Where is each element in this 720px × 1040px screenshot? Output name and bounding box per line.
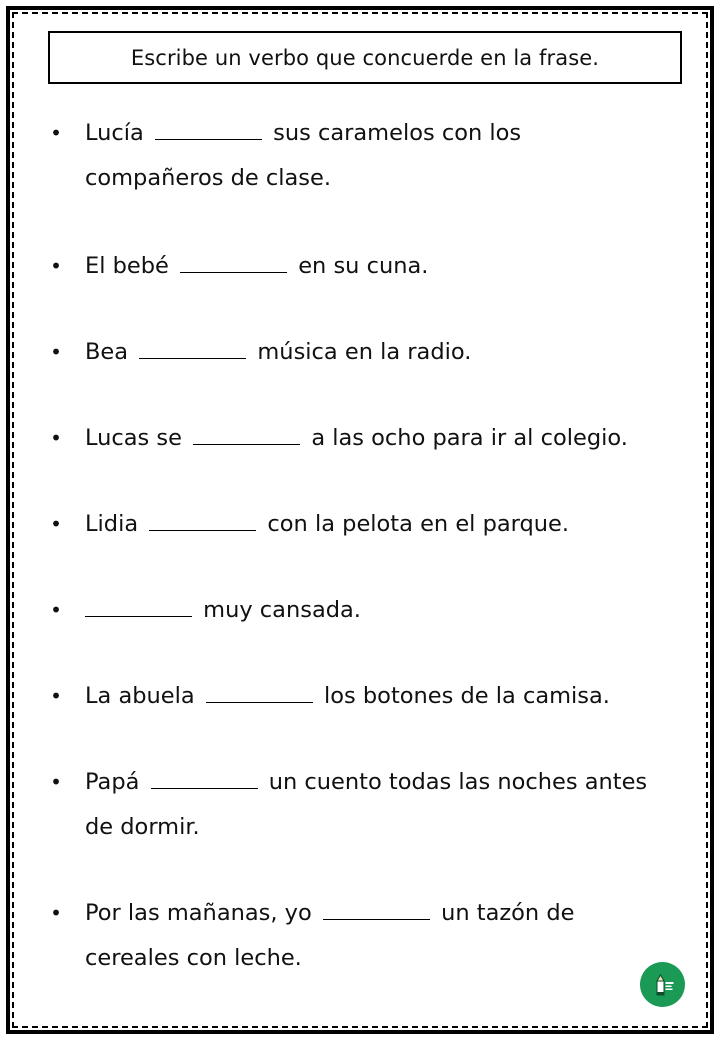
bullet: •: [50, 254, 62, 278]
item-text: [85, 111, 648, 201]
answer-blank[interactable]: [85, 615, 192, 617]
bullet: •: [50, 598, 62, 622]
answer-blank[interactable]: [149, 529, 256, 531]
exercise-item-1: [48, 111, 648, 201]
instruction-title: Escribe un verbo que concuerde en la frase.: [48, 31, 682, 84]
pencil-icon: [648, 970, 678, 1000]
item-text-before: Lucas se: [85, 425, 182, 451]
answer-blank[interactable]: [193, 443, 300, 445]
item-text-before: El bebé: [85, 253, 169, 279]
item-text: [85, 891, 648, 981]
bullet: •: [50, 426, 62, 450]
item-text-after: sus caramelos con los compañeros de clase.: [85, 120, 522, 191]
item-text: [85, 760, 648, 850]
item-text-before: La abuela: [85, 683, 195, 709]
answer-blank[interactable]: [323, 918, 430, 920]
item-text: [85, 416, 648, 461]
bullet: •: [50, 121, 62, 145]
item-text-after: música en la radio.: [257, 339, 472, 365]
item-text-before: Papá: [85, 769, 140, 795]
bullet: •: [50, 684, 62, 708]
exercise-item-2: [48, 244, 648, 289]
answer-blank[interactable]: [139, 357, 246, 359]
exercise-item-3: [48, 330, 648, 375]
item-text-before: Por las mañanas, yo: [85, 900, 312, 926]
exercise-item-6: [48, 588, 648, 633]
pencil-logo-icon: [640, 962, 685, 1007]
exercise-item-5: [48, 502, 648, 547]
exercise-item-9: [48, 891, 648, 981]
item-text-before: Lucía: [85, 120, 144, 146]
item-text-after: en su cuna.: [298, 253, 429, 279]
item-text: [85, 674, 648, 719]
exercise-item-8: [48, 760, 648, 850]
item-text-after: los botones de la camisa.: [324, 683, 610, 709]
item-text-after: con la pelota en el parque.: [267, 511, 570, 537]
bullet: •: [50, 512, 62, 536]
answer-blank[interactable]: [206, 701, 313, 703]
item-text-after: un tazón de cereales con leche.: [85, 900, 575, 971]
bullet: •: [50, 770, 62, 794]
answer-blank[interactable]: [155, 138, 262, 140]
bullet: •: [50, 340, 62, 364]
item-text-after: a las ocho para ir al colegio.: [311, 425, 628, 451]
item-text: [85, 330, 648, 375]
answer-blank[interactable]: [180, 271, 287, 273]
item-text-before: Lidia: [85, 511, 139, 537]
item-text-after: muy cansada.: [203, 597, 361, 623]
answer-blank[interactable]: [151, 787, 258, 789]
exercise-item-7: [48, 674, 648, 719]
item-text: [85, 588, 648, 633]
item-text: [85, 502, 648, 547]
item-text-before: Bea: [85, 339, 129, 365]
exercise-item-4: [48, 416, 648, 461]
bullet: •: [50, 901, 62, 925]
item-text: [85, 244, 648, 289]
item-text-after: un cuento todas las noches antes de dormir.: [85, 769, 648, 840]
